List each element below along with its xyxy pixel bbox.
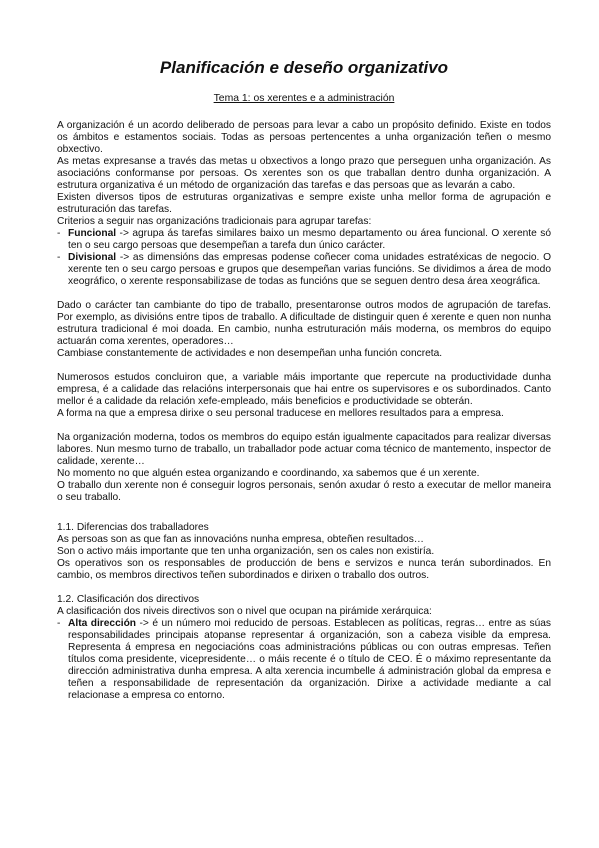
section-paragraph: As persoas son as que fan as innovacións nunha empresa, obteñen resultados…: [57, 534, 424, 545]
intro-paragraph: Criterios a seguir nas organizacións tradicionais para agrupar tarefas:: [57, 216, 372, 227]
body-paragraph: A forma na que a empresa dirixe o seu personal traducese en mellores resultados para a empresa.: [57, 408, 504, 419]
section-heading: 1.2. Clasificación dos directivos: [57, 594, 200, 605]
intro-paragraph: Existen diversos tipos de estruturas organizativas e sempre existe unha mellor forma de agrupación e estruturación das tarefas.: [57, 192, 551, 215]
intro-paragraph: As metas expresanse a través das metas u obxectivos a longo prazo que perseguen unha organización. As asociacións conformanse por persoas. Os xerentes son os que traballan dentro dunha organización. A estrutura organizativa é un método de organización das tarefas e das persoas que as levarán a cabo.: [57, 156, 551, 191]
section-paragraph: Son o activo máis importante que ten unha organización, sen os cales non existiría.: [57, 546, 435, 557]
body-paragraph: O traballo dun xerente non é conseguir logros personais, senón axudar ó resto a executar de mellor maneira o seu traballo.: [57, 480, 551, 503]
body-paragraph: Numerosos estudos concluiron que, a variable máis importante que repercute na productividade dunha empresa, é a calidade das relacións interpersonais que hai entre os supervisores e os subordinados. Canto mellor é a calidade da relación xefe-empleado, máis beneficios e productividade se obterán.: [57, 372, 551, 407]
criteria-list: [57, 228, 551, 288]
directives-item: [57, 618, 551, 702]
document-subtitle: Tema 1: os xerentes e a administración: [213, 93, 395, 104]
criteria-term: Funcional: [68, 228, 117, 239]
section-paragraph: Os operativos son os responsables de producción de bens e servizos e nunca terán subordinados. En cambio, os membros directivos teñen subordinados e dirixen o traballo dos outros.: [57, 558, 551, 581]
directives-text: -> é un número moi reducido de persoas. Establecen as políticas, regras… entre as súas responsabilidades principais atopanse representar á organización, son a cabeza visible da empresa. Representa á empresa en negociacións coas administracións públicas ou con outras empresas. Teñen títulos coma presidente, vicepresidente… o máis recente é o título de CEO. É o máximo representante da dirección administrativa dunha empresa. A alta xerencia incumbelle á administración global da empresa e teñen a responsabilidade de representación da organización. Dirixe a actividade mediante a cal relacionase a empresa co entorno.: [68, 618, 551, 701]
intro-paragraph: A organización é un acordo deliberado de persoas para levar a cabo un propósito definido. Existe en todos os ámbitos e estamentos sociais. Todas as persoas pertencentes a unha organización teñen o mesmo obxectivo.: [57, 120, 551, 155]
criteria-term: Divisional: [68, 252, 117, 263]
criteria-item: [57, 228, 551, 252]
body-paragraph: Dado o carácter tan cambiante do tipo de traballo, presentaronse outros modos de agrupación de tarefas. Por exemplo, as divisións entre tipos de traballo. A dificultade de distinguir quen é xerente e quen non nunha estrutura tradicional é moi doada. En cambio, nunha estruturación máis moderna, os membros do equipo actuarán coma xerentes, operadores…: [57, 300, 551, 347]
body-paragraph: No momento no que alguén estea organizando e coordinando, xa sabemos que é un xerente.: [57, 468, 480, 479]
section-heading: 1.1. Diferencias dos traballadores: [57, 522, 209, 533]
directives-list: [57, 618, 551, 702]
criteria-item: [57, 252, 551, 288]
criteria-text: -> as dimensións das empresas podense coñecer coma unidades estratéxicas de negocio. O xerente ten o seu cargo persoas e grupos que desempeñan varias funcións. Se dividimos a área de modo xeográfico, o xerente responsabilizase de todas as funcións que se seguen dentro desa área xeográfica.: [68, 252, 551, 287]
document-title: Planificación e deseño organizativo: [159, 58, 449, 77]
body-paragraph: Na organización moderna, todos os membros do equipo están igualmente capacitados para realizar diversas labores. Nun mesmo turno de traballo, un traballador pode actuar coma técnico de mantemento, inspector de calidade, xerente…: [57, 432, 551, 467]
body-paragraph: Cambiase constantemente de actividades e non desempeñan unha función concreta.: [57, 348, 443, 359]
criteria-text: -> agrupa ás tarefas similares baixo un mesmo departamento ou área funcional. O xerente só ten o seu cargo persoas que desempeñan a tarefa dun único carácter.: [68, 228, 551, 251]
directives-term: Alta dirección: [68, 618, 137, 629]
section-paragraph: A clasificación dos niveis directivos son o nivel que ocupan na pirámide xerárquica:: [57, 606, 432, 617]
